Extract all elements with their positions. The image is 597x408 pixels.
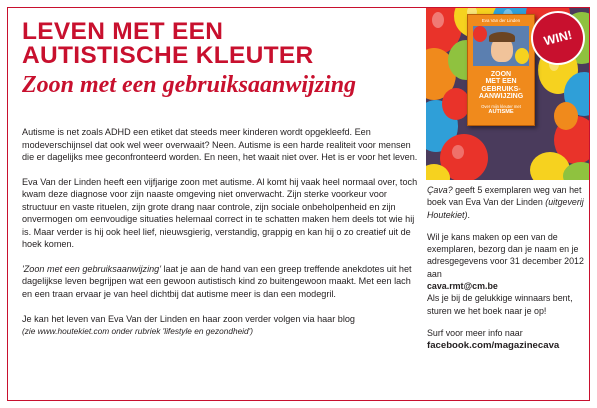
- publisher-note: (uitgeverij Houtekiet): [427, 197, 584, 220]
- cover-title: [468, 71, 534, 101]
- paragraph-2: Eva Van der Linden heeft een vijfjarige zoon met autisme. Al komt hij vaak heel normaal over, toch kwam deze diagnose voor zijn naaste omgeving niet onverwacht. Zijn sterke voorkeur voor structuur en vaste rituelen, zijn grote drang naar controle, zijn sociale onbeholpenheid en zijn onvermogen om eenvoudige situaties helemaal correct in te schatten maken hem deels tot wie hij is. Maar verder is hij ook heel lief, nieuwsgierig, verstandig, grappig en kan hij o zo creatief uit de hoek komen.: [22, 176, 418, 250]
- more-info: [427, 327, 587, 353]
- article-body: [22, 126, 422, 348]
- paragraph-1: Autisme is net zoals ADHD een etiket dat steeds meer kinderen wordt opgekleefd. Een modeverschijnsel dat ook wel weer overwaait? Neen. Autisme is een harde realiteit voor mensen die er dagelijks mee geconfronteerd worden. En neen, het waait niet over. Het is er voor het leven.: [22, 127, 418, 162]
- cover-photo: [473, 26, 529, 66]
- winners-text: Als je bij de gelukkige winnaars bent, sturen we het boek naar je op!: [427, 293, 573, 316]
- contest-email[interactable]: cava.rmt@cm.be: [427, 281, 498, 292]
- surf-text: Surf voor meer info naar: [427, 327, 523, 338]
- cover-tagline: Over mijn kleuter met: [481, 103, 521, 109]
- paragraph-3-text: laat je aan de hand van een greep treffende anekdotes uit het dagelijkse leven begrijpen wat een gewoon autistisch kind zo buitengewoon maakt. Met een lach en een traan ervaar je van heel dichtbij dat autisme meer is dan een modegril.: [22, 263, 412, 299]
- cover-author: Eva Van der Linden: [481, 18, 521, 23]
- title-line-1: LEVEN MET EEN: [22, 18, 224, 45]
- giveaway-sidebar: [427, 184, 587, 363]
- giveaway-intro-text: geeft 5 exemplaren weg van het boek van Eva Van der Linden: [427, 185, 582, 208]
- giveaway-intro: [427, 184, 587, 221]
- facebook-link[interactable]: facebook.com/magazinecava: [427, 340, 560, 352]
- cover-title-line-3: GEBRUIKS-: [481, 85, 521, 93]
- cover-tagline-2: AUTISME: [488, 108, 514, 115]
- paragraph-3: [22, 263, 422, 301]
- contest-instructions: [427, 231, 587, 317]
- book-cover-card: [467, 14, 535, 126]
- cover-title-line-2: MET EEN: [485, 78, 517, 86]
- paragraph-4-text: Je kan het leven van Eva Van der Linden en haar zoon verder volgen via haar blog: [22, 313, 355, 324]
- cover-title-line-4: AANWIJZING: [478, 93, 524, 101]
- magazine-brand: Çava?: [427, 185, 453, 195]
- article-subtitle: Zoon met een gebruiksaanwijzing: [22, 72, 357, 98]
- contest-text: Wil je kans maken op een van de exemplaren, bezorg dan je naam en je adresgegevens voor 31 december 2012 aan: [427, 231, 584, 279]
- giveaway-intro-end: .: [467, 209, 470, 220]
- paragraph-4: [22, 313, 422, 338]
- blog-note: (zie www.houtekiet.com onder rubriek 'lifestyle en gezondheid'): [22, 326, 253, 337]
- title-line-2: AUTISTISCHE KLEUTER: [22, 42, 314, 69]
- cover-title-line-1: ZOON: [490, 71, 512, 78]
- win-badge-label: WIN!: [542, 27, 574, 49]
- article-title: [22, 20, 382, 68]
- book-title-quote: 'Zoon met een gebruiksaanwijzing': [22, 263, 161, 274]
